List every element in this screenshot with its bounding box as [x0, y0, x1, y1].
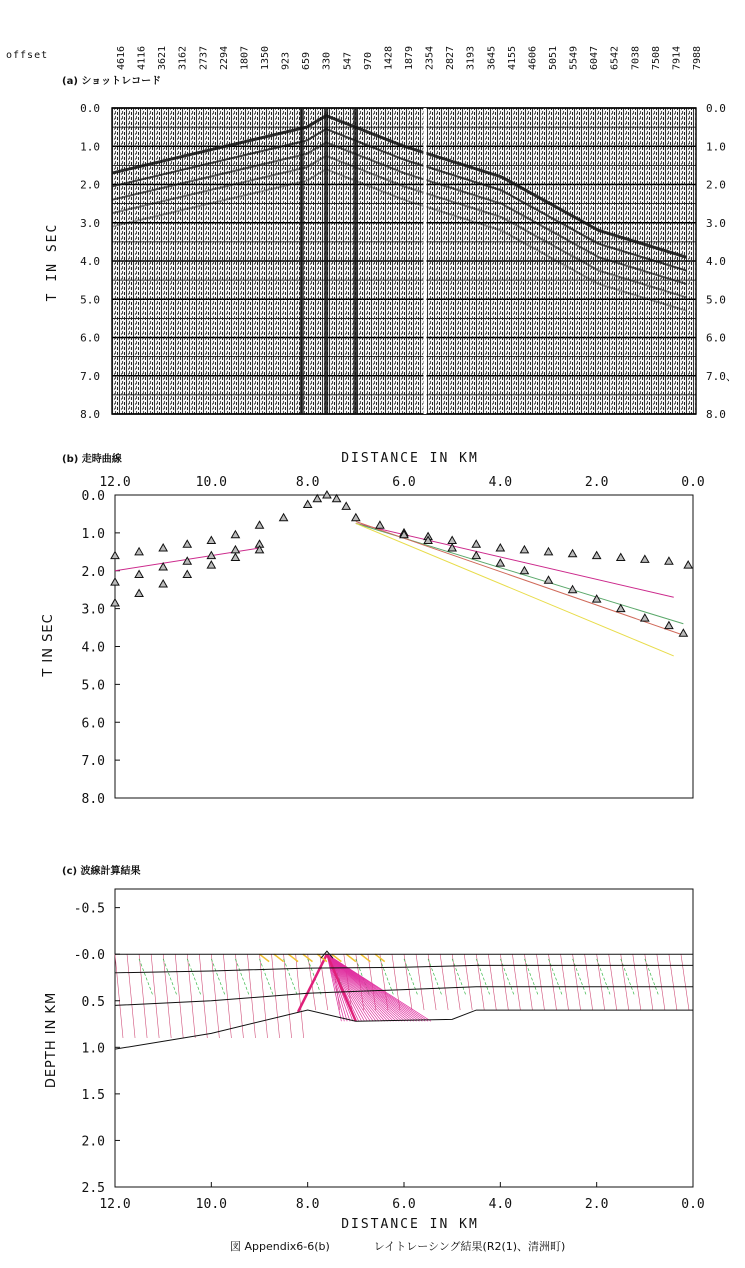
offset-value: 3193: [465, 45, 477, 70]
ray-segment: [404, 954, 412, 1010]
right-y-tick-label: 8.0: [706, 408, 726, 421]
observed-point: [593, 552, 601, 559]
ray-segment: [464, 954, 472, 1010]
ray-segment: [416, 954, 424, 1010]
panel-c-xlabel: DISTANCE IN KM: [341, 1217, 479, 1232]
ray-segment: [211, 954, 219, 1038]
observed-point: [679, 629, 687, 636]
ray-segment: [657, 954, 665, 1010]
calculated-travel-times: [115, 522, 683, 656]
offset-value: 4155: [506, 45, 518, 70]
ray-segment: [440, 954, 448, 1010]
y-tick-label: 5.0: [80, 293, 100, 307]
ray-segment: [633, 954, 641, 1010]
figure-caption: 図 Appendix6-6(b) レイトレーシング結果(R2(1)、清洲町): [230, 1240, 566, 1253]
ray-segment: [151, 954, 159, 1038]
y-tick-label: 3.0: [81, 602, 105, 618]
observed-point: [231, 553, 239, 560]
observed-point: [448, 536, 456, 543]
observed-point: [520, 546, 528, 553]
ray-segment: [549, 954, 557, 1010]
surface-ray: [361, 954, 371, 961]
y-tick-label: 7.0: [81, 754, 105, 770]
offset-value: 4606: [527, 45, 539, 70]
offset-value: 923: [280, 51, 292, 70]
panel-c-ylabel: DEPTH IN KM: [44, 991, 59, 1089]
offset-value: 2294: [218, 45, 230, 70]
surface-ray: [288, 954, 298, 961]
ray-segment: [512, 954, 520, 1010]
surface-ray: [274, 954, 284, 961]
right-y-tick-label: 3.0: [706, 216, 726, 230]
y-tick-label: 6.0: [80, 331, 100, 345]
x-tick-label: 6.0: [392, 1197, 416, 1212]
observed-point: [313, 495, 321, 502]
observed-point: [231, 546, 239, 553]
velocity-interfaces: [115, 951, 693, 1049]
offset-value: 2354: [424, 45, 436, 70]
y-tick-label: 1.0: [81, 1041, 105, 1057]
observed-point: [496, 559, 504, 566]
y-tick-label: 1.0: [81, 526, 105, 542]
y-tick-label: 6.0: [81, 716, 105, 732]
observed-point: [352, 514, 360, 521]
y-tick-label: 5.0: [81, 678, 105, 694]
ray-segment: [284, 954, 292, 1038]
observed-point: [641, 614, 649, 621]
y-tick-label: 8.0: [80, 408, 100, 421]
ray-segment: [621, 954, 629, 1010]
y-tick-label: 2.5: [81, 1181, 105, 1196]
observed-point: [665, 557, 673, 564]
observed-point: [545, 576, 553, 583]
reflected-ray: [621, 959, 635, 996]
x-tick-label: 10.0: [195, 1197, 227, 1212]
ray-segment: [452, 954, 460, 1010]
ray-segment: [163, 954, 171, 1038]
dead-trace: [353, 108, 357, 414]
offset-value: 1428: [383, 45, 395, 70]
surface-ray: [346, 954, 356, 961]
offset-labels: [116, 46, 703, 70]
ray-segment: [573, 954, 581, 1010]
offset-value: 7914: [671, 45, 683, 70]
dead-trace: [324, 108, 328, 414]
offset-value: 2737: [198, 45, 210, 70]
right-y-tick-label: 0.0: [706, 102, 726, 115]
offset-value: 7508: [650, 45, 662, 70]
right-y-tick-label: 6.0: [706, 331, 726, 345]
reflected-ray: [549, 959, 563, 996]
observed-point: [376, 521, 384, 528]
ray-segment: [536, 954, 544, 1010]
offset-value: 1350: [260, 45, 271, 70]
observed-point: [135, 571, 143, 578]
observed-point: [342, 502, 350, 509]
observed-point: [135, 589, 143, 596]
y-tick-label: 1.5: [81, 1087, 105, 1103]
observed-point: [183, 540, 191, 547]
ray-tracing-frame: [115, 889, 693, 1187]
ray-segment: [127, 954, 135, 1038]
observed-point: [159, 580, 167, 587]
observed-point: [111, 578, 119, 585]
x-tick-label: 12.0: [99, 1197, 131, 1212]
reflected-ray: [476, 959, 490, 996]
observed-point: [617, 553, 625, 560]
panel-b-xlabel: DISTANCE IN KM: [341, 451, 479, 466]
ray-segment: [296, 954, 304, 1038]
observed-point: [569, 550, 577, 557]
y-tick-label: -0.0: [73, 948, 105, 964]
offset-value: 4116: [136, 45, 148, 70]
ray-segment: [115, 954, 123, 1038]
y-tick-label: 1.0: [80, 140, 100, 154]
offset-value: 5051: [548, 45, 559, 70]
observed-point: [665, 622, 673, 629]
offset-value: 6542: [609, 45, 621, 70]
offset-value: 3162: [177, 45, 189, 70]
x-tick-label: 4.0: [488, 475, 513, 490]
reflected-ray: [645, 959, 659, 996]
observed-travel-times: [111, 491, 692, 636]
reflected-ray: [404, 959, 418, 996]
surface-ray: [260, 954, 270, 961]
ray-segment: [187, 954, 195, 1038]
interface-line: [115, 987, 693, 1006]
offset-value: 4616: [116, 45, 127, 70]
x-tick-label: 8.0: [295, 1197, 320, 1212]
offset-value: 1879: [404, 45, 415, 70]
y-tick-label: 2.0: [80, 178, 100, 192]
right-y-tick-label: 4.0: [706, 255, 726, 268]
observed-point: [472, 552, 480, 559]
observed-point: [684, 561, 692, 568]
reflected-ray: [500, 959, 514, 996]
y-tick-label: 7.0: [80, 369, 100, 383]
panel-b-x-ticks: [99, 475, 704, 490]
x-tick-label: 0.0: [681, 475, 705, 490]
ray-segment: [476, 954, 484, 1010]
reflected-ray: [524, 959, 538, 996]
panel-b-y-ticks: [82, 489, 120, 807]
observed-point: [496, 544, 504, 551]
ray-segment: [488, 954, 496, 1010]
y-tick-label: 3.0: [80, 216, 100, 230]
x-tick-label: 8.0: [295, 475, 320, 490]
observed-point: [159, 544, 167, 551]
ray-segment: [597, 954, 605, 1010]
observed-point: [183, 557, 191, 564]
right-y-tick-label: 1.0: [706, 140, 726, 154]
x-tick-label: 10.0: [195, 475, 227, 490]
ray-segment: [585, 954, 593, 1010]
offset-value: 3621: [157, 45, 169, 70]
ray-segment: [428, 954, 436, 1010]
panel-c-y-ticks: [74, 902, 120, 1196]
gap-trace: [423, 108, 426, 414]
ray-segment: [645, 954, 653, 1010]
x-tick-label: 2.0: [584, 475, 609, 490]
observed-point: [111, 599, 119, 606]
ray-segment: [561, 954, 569, 1010]
y-tick-label: 4.0: [81, 640, 105, 656]
ray-segment: [669, 954, 677, 1010]
offset-value: 6047: [589, 45, 601, 70]
observed-point: [520, 567, 528, 574]
ray-segment: [199, 954, 207, 1038]
right-y-tick-label: 2.0: [706, 178, 726, 192]
panel-a-title: (a) ショットレコード: [62, 76, 162, 87]
dead-trace: [300, 108, 304, 414]
x-tick-label: 4.0: [488, 1197, 513, 1212]
calculated-line: [356, 522, 684, 636]
ray-segment: [139, 954, 147, 1038]
observed-point: [111, 552, 119, 559]
offset-value: 3645: [486, 45, 498, 70]
right-y-tick-label: 7.0、: [706, 369, 737, 383]
observed-point: [207, 561, 215, 568]
observed-point: [135, 548, 143, 555]
reflected-ray: [428, 959, 442, 996]
reflected-ray: [573, 959, 587, 996]
y-tick-label: 0.5: [81, 994, 105, 1010]
offset-value: 659: [301, 51, 313, 70]
observed-point: [231, 531, 239, 538]
offset-value: 970: [362, 51, 374, 70]
reflected-ray: [452, 959, 466, 996]
x-tick-label: 2.0: [584, 1197, 609, 1212]
offset-value: 7038: [630, 45, 642, 70]
ray-segment: [500, 954, 508, 1010]
reflected-ray: [597, 959, 611, 996]
x-tick-label: 12.0: [99, 475, 131, 490]
panel-b-ylabel: T IN SEC: [41, 613, 56, 677]
offset-value: 2827: [445, 45, 457, 70]
right-y-tick-label: 5.0: [706, 293, 726, 307]
interface-line: [115, 965, 693, 972]
offset-value: 5549: [568, 45, 580, 70]
ray-fan: [327, 954, 370, 1021]
ray-segment: [524, 954, 532, 1010]
y-tick-label: 2.0: [81, 1134, 105, 1150]
observed-point: [256, 521, 264, 528]
ray-segment: [175, 954, 183, 1038]
observed-point: [545, 548, 553, 555]
x-tick-label: 6.0: [392, 475, 416, 490]
observed-point: [641, 555, 649, 562]
panel-b-title: (b) 走時曲線: [62, 454, 122, 465]
calculated-line: [356, 523, 674, 656]
observed-point: [333, 495, 341, 502]
offset-label: offset: [6, 50, 49, 61]
observed-point: [280, 514, 288, 521]
observed-point: [183, 571, 191, 578]
x-tick-label: 0.0: [681, 1197, 705, 1212]
y-tick-label: 4.0: [80, 255, 100, 268]
panel-c-title: (c) 波線計算結果: [62, 866, 141, 877]
observed-point: [304, 500, 312, 507]
y-tick-label: 8.0: [81, 792, 105, 807]
offset-value: 547: [342, 51, 354, 70]
offset-value: 1807: [239, 45, 251, 70]
offset-value: 7988: [692, 45, 703, 70]
observed-point: [207, 536, 215, 543]
panel-a-ylabel: T IN SEC: [45, 222, 60, 302]
travel-time-frame: [115, 495, 693, 798]
y-tick-label: 2.0: [81, 564, 105, 580]
y-tick-label: 0.0: [81, 489, 105, 504]
y-tick-label: 0.0: [80, 102, 100, 115]
ray-segment: [223, 954, 231, 1038]
ray-segment: [247, 954, 255, 1038]
ray-segment: [681, 954, 689, 1010]
offset-value: 330: [321, 51, 333, 70]
y-tick-label: -0.5: [73, 901, 105, 917]
ray-segment: [609, 954, 617, 1010]
observed-point: [472, 540, 480, 547]
direct-ray: [298, 954, 327, 1012]
